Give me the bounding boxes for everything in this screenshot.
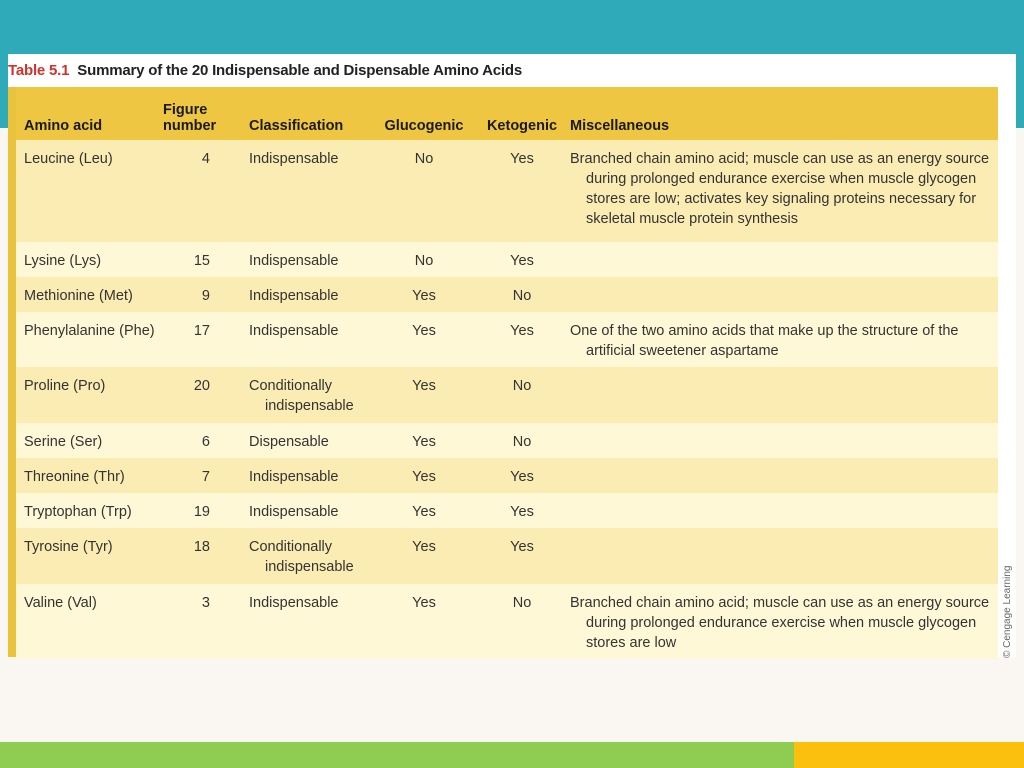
cell-miscellaneous [570, 423, 998, 458]
cell-miscellaneous [570, 140, 998, 242]
header-figure-number [163, 87, 241, 140]
classification-text: Conditionally indispensable [249, 539, 354, 575]
cell-figure-number: 17 [163, 312, 241, 367]
cell-amino-acid: Proline (Pro) [16, 367, 163, 423]
copyright-credit: © Cengage Learning [1002, 565, 1013, 658]
cell-glucogenic: Yes [374, 277, 474, 312]
cell-ketogenic: Yes [474, 312, 570, 367]
cell-classification: Indispensable [241, 312, 374, 367]
cell-classification: Indispensable [241, 140, 374, 242]
cell-miscellaneous [570, 312, 998, 367]
cell-classification [241, 528, 374, 584]
cell-amino-acid: Threonine (Thr) [16, 458, 163, 493]
cell-glucogenic: Yes [374, 458, 474, 493]
table-title-text: Summary of the 20 Indispensable and Dispensable Amino Acids [77, 62, 523, 79]
cell-miscellaneous [570, 584, 998, 659]
misc-text: Branched chain amino acid; muscle can use as an energy source during prolonged endurance exercise when muscle glycogen stores are low; activates key signaling proteins necessary for skeletal muscle protein synthesis [570, 151, 990, 227]
header-glucogenic: Glucogenic [374, 87, 474, 140]
table-row [16, 584, 998, 659]
cell-classification: Dispensable [241, 423, 374, 458]
table-row [16, 528, 998, 584]
table-title [8, 61, 522, 81]
cell-figure-number: 7 [163, 458, 241, 493]
table-row [16, 242, 998, 277]
cell-figure-number: 18 [163, 528, 241, 584]
header-figure-line1: Figure [163, 102, 208, 118]
table-row [16, 493, 998, 528]
cell-amino-acid: Tyrosine (Tyr) [16, 528, 163, 584]
cell-ketogenic: Yes [474, 528, 570, 584]
table-row [16, 367, 998, 423]
cell-ketogenic: Yes [474, 140, 570, 242]
cell-figure-number: 9 [163, 277, 241, 312]
cell-amino-acid: Serine (Ser) [16, 423, 163, 458]
bottom-yellow-bar [794, 742, 1024, 768]
table-header-row [16, 87, 998, 140]
cell-amino-acid: Lysine (Lys) [16, 242, 163, 277]
classification-text: Conditionally indispensable [249, 378, 354, 414]
header-amino-acid: Amino acid [16, 87, 163, 140]
cell-glucogenic: Yes [374, 312, 474, 367]
cell-classification: Indispensable [241, 242, 374, 277]
cell-ketogenic: No [474, 367, 570, 423]
cell-ketogenic: No [474, 277, 570, 312]
table-row [16, 312, 998, 367]
cell-classification [241, 367, 374, 423]
cell-amino-acid: Tryptophan (Trp) [16, 493, 163, 528]
misc-text: One of the two amino acids that make up the structure of the artificial sweetener aspartame [570, 323, 959, 359]
cell-figure-number: 6 [163, 423, 241, 458]
table-row [16, 458, 998, 493]
cell-miscellaneous [570, 493, 998, 528]
table-row [16, 140, 998, 242]
cell-glucogenic: Yes [374, 423, 474, 458]
cell-figure-number: 19 [163, 493, 241, 528]
cell-ketogenic: Yes [474, 242, 570, 277]
cell-figure-number: 20 [163, 367, 241, 423]
cell-glucogenic: No [374, 140, 474, 242]
cell-amino-acid: Phenylalanine (Phe) [16, 312, 163, 367]
header-figure-line2: number [163, 118, 217, 134]
header-ketogenic: Ketogenic [474, 87, 570, 140]
cell-glucogenic: Yes [374, 584, 474, 659]
header-miscellaneous: Miscellaneous [570, 87, 998, 140]
cell-classification: Indispensable [241, 458, 374, 493]
cell-ketogenic: No [474, 423, 570, 458]
table-row [16, 277, 998, 312]
table-label: Table 5.1 [8, 62, 70, 79]
cell-amino-acid: Leucine (Leu) [16, 140, 163, 242]
header-classification: Classification [241, 87, 374, 140]
cell-classification: Indispensable [241, 584, 374, 659]
table-left-stripe [8, 87, 16, 657]
cell-figure-number: 4 [163, 140, 241, 242]
cell-glucogenic: No [374, 242, 474, 277]
cell-amino-acid: Valine (Val) [16, 584, 163, 659]
cell-ketogenic: Yes [474, 493, 570, 528]
cell-classification: Indispensable [241, 493, 374, 528]
cell-figure-number: 15 [163, 242, 241, 277]
cell-glucogenic: Yes [374, 528, 474, 584]
cell-ketogenic: Yes [474, 458, 570, 493]
cell-ketogenic: No [474, 584, 570, 659]
cell-glucogenic: Yes [374, 493, 474, 528]
cell-glucogenic: Yes [374, 367, 474, 423]
cell-classification: Indispensable [241, 277, 374, 312]
cell-miscellaneous [570, 277, 998, 312]
cell-miscellaneous [570, 458, 998, 493]
misc-text: Branched chain amino acid; muscle can use as an energy source during prolonged endurance exercise when muscle glycogen stores are low [570, 595, 990, 651]
bottom-green-bar [0, 742, 794, 768]
cell-miscellaneous [570, 367, 998, 423]
table-row [16, 423, 998, 458]
cell-figure-number: 3 [163, 584, 241, 659]
cell-miscellaneous [570, 528, 998, 584]
amino-acid-table [16, 87, 998, 659]
cell-amino-acid: Methionine (Met) [16, 277, 163, 312]
cell-miscellaneous [570, 242, 998, 277]
